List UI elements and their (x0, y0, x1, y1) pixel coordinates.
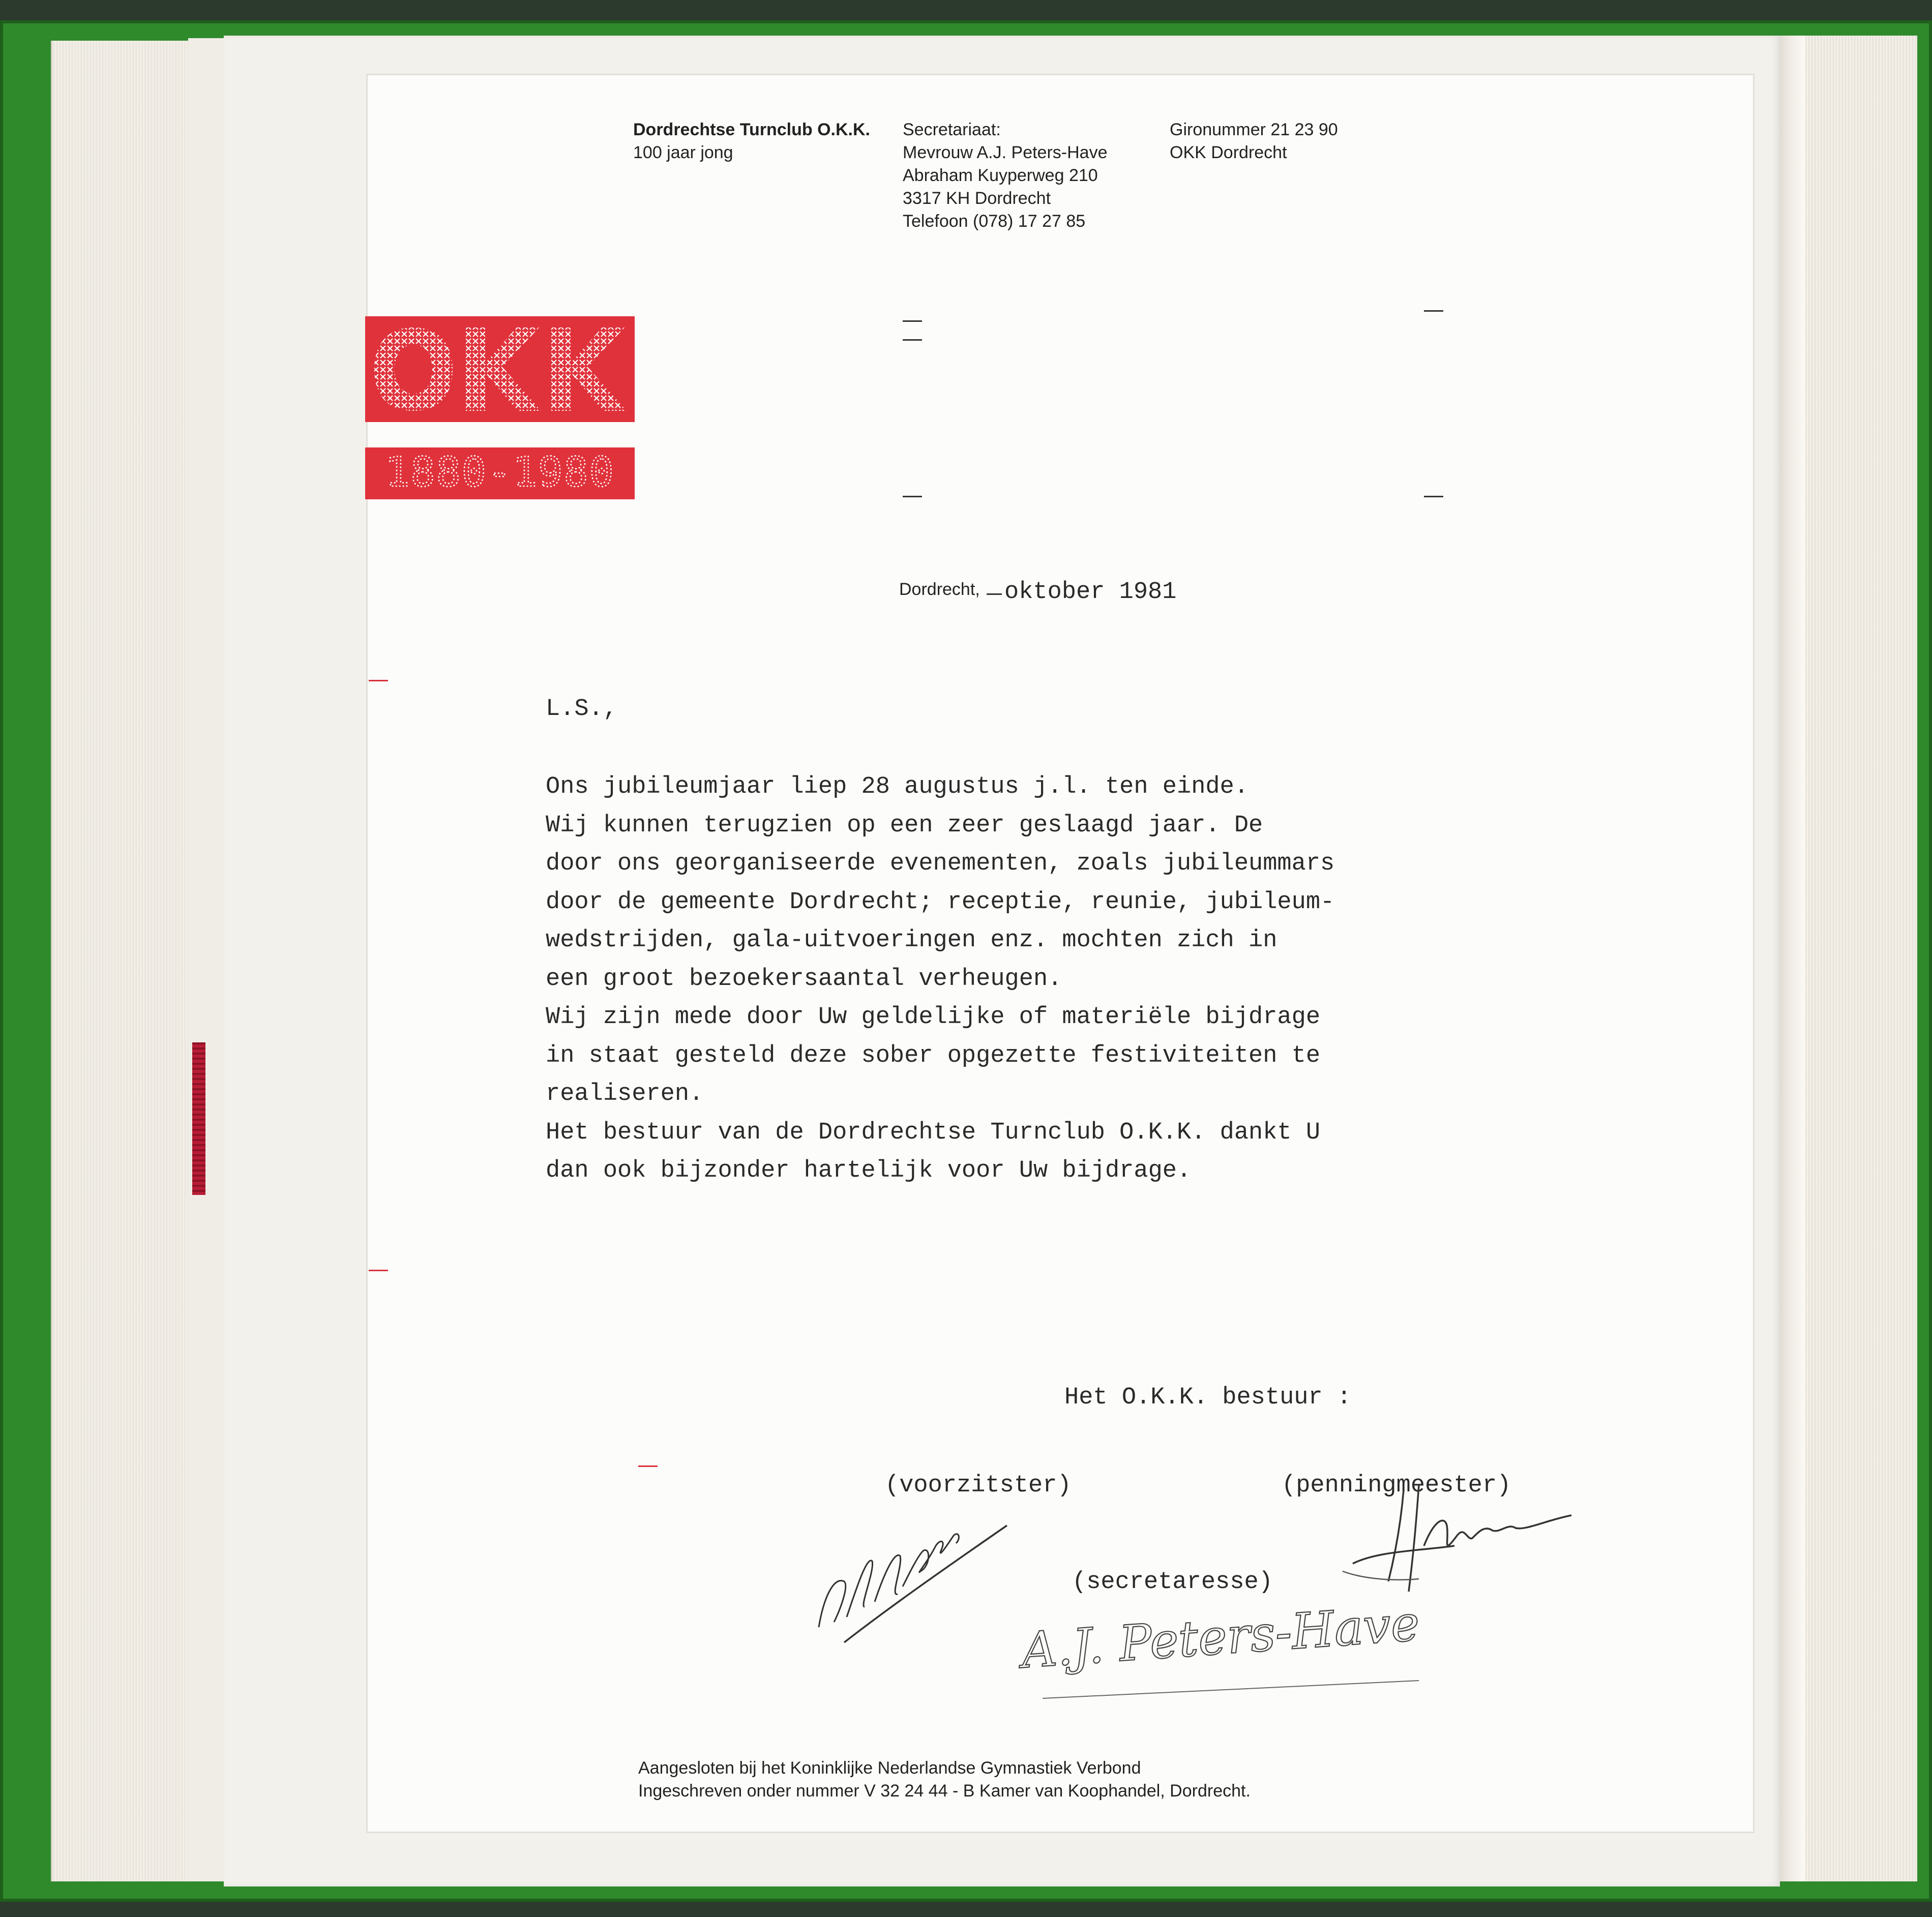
fold-mark (638, 1465, 658, 1467)
club-name: Dordrechtse Turnclub O.K.K. (633, 120, 870, 139)
secretary-label: (secretaresse) (1072, 1569, 1273, 1596)
date-value: oktober 1981 (1004, 579, 1177, 606)
okk-logo-graphic (365, 316, 635, 422)
body-line: realiseren. (546, 1081, 704, 1107)
fold-mark (369, 1270, 388, 1271)
okk-years-banner (365, 447, 635, 499)
secretariat-heading: Secretariaat: (903, 120, 1001, 139)
closing-line: Het O.K.K. bestuur : (1064, 1384, 1352, 1411)
date-place: Dordrecht, (899, 580, 980, 599)
letterhead-club-column (633, 118, 870, 164)
window-mark (903, 496, 922, 497)
salutation: L.S., (546, 696, 618, 723)
treasurer-signature-graphic (1332, 1475, 1577, 1607)
body-line: dan ook bijzonder hartelijk voor Uw bijdrage. (546, 1157, 1192, 1184)
body-line: Wij kunnen terugzien op een zeer geslaagd jaar. De (546, 812, 1263, 839)
body-line: Ons jubileumjaar liep 28 augustus j.l. ten einde. (546, 773, 1249, 800)
letterhead-giro-column (1170, 118, 1338, 164)
fold-mark (369, 680, 388, 681)
secretariat-street: Abraham Kuyperweg 210 (903, 166, 1098, 185)
body-line: door de gemeente Dordrecht; receptie, reunie, jubileum- (546, 888, 1335, 916)
chair-signature-graphic (809, 1495, 1022, 1648)
date-dash (987, 593, 1002, 595)
window-mark (903, 339, 922, 341)
body-line: Het bestuur van de Dordrechtse Turnclub O.K.K. dankt U (546, 1119, 1321, 1146)
window-mark (1424, 496, 1443, 497)
body-line: door ons georganiseerde evenementen, zoals jubileummars (546, 850, 1335, 877)
treasurer-signature (1332, 1475, 1577, 1607)
secretariat-phone: Telefoon (078) 17 27 85 (903, 212, 1086, 231)
left-page-stack (51, 41, 205, 1881)
body-line: in staat gesteld deze sober opgezette festiviteiten te (546, 1042, 1321, 1069)
secretary-signature (1012, 1592, 1429, 1714)
footer-line-1: Aangesloten bij het Koninklijke Nederlandse Gymnastiek Verbond (638, 1758, 1141, 1778)
letter-footer (638, 1757, 1251, 1803)
footer-line-2: Ingeschreven onder nummer V 32 24 44 - B Kamer van Koophandel, Dordrecht. (638, 1781, 1251, 1801)
secretariat-name: Mevrouw A.J. Peters-Have (903, 143, 1108, 162)
svg-text:1880-1980: 1880-1980 (385, 448, 615, 496)
okk-years-graphic (365, 447, 635, 499)
body-line: Wij zijn mede door Uw geldelijke of materiële bijdrage (546, 1004, 1321, 1031)
body-line: een groot bezoekersaantal verheugen. (546, 965, 1062, 993)
secretary-signature-graphic (1012, 1592, 1429, 1714)
secretary-signature-text: A.J. Peters-Have (1020, 1595, 1422, 1680)
giro-number: Gironummer 21 23 90 (1170, 120, 1338, 139)
letter-body (546, 768, 1334, 1190)
chair-signature (809, 1495, 1022, 1648)
secretariat-city: 3317 KH Dordrecht (903, 189, 1051, 208)
okk-logo (365, 316, 635, 422)
body-line: wedstrijden, gala-uitvoeringen enz. mochten zich in (546, 927, 1277, 954)
treasurer-label: (penningmeester) (1282, 1472, 1511, 1499)
club-tagline: 100 jaar jong (633, 143, 733, 162)
window-mark (1424, 310, 1443, 312)
bookmark-ribbon (192, 1042, 205, 1195)
window-mark (903, 320, 922, 322)
letterhead-secretariat-column (903, 118, 1107, 233)
chair-label: (voorzitster) (885, 1472, 1072, 1499)
giro-holder: OKK Dordrecht (1170, 143, 1287, 162)
